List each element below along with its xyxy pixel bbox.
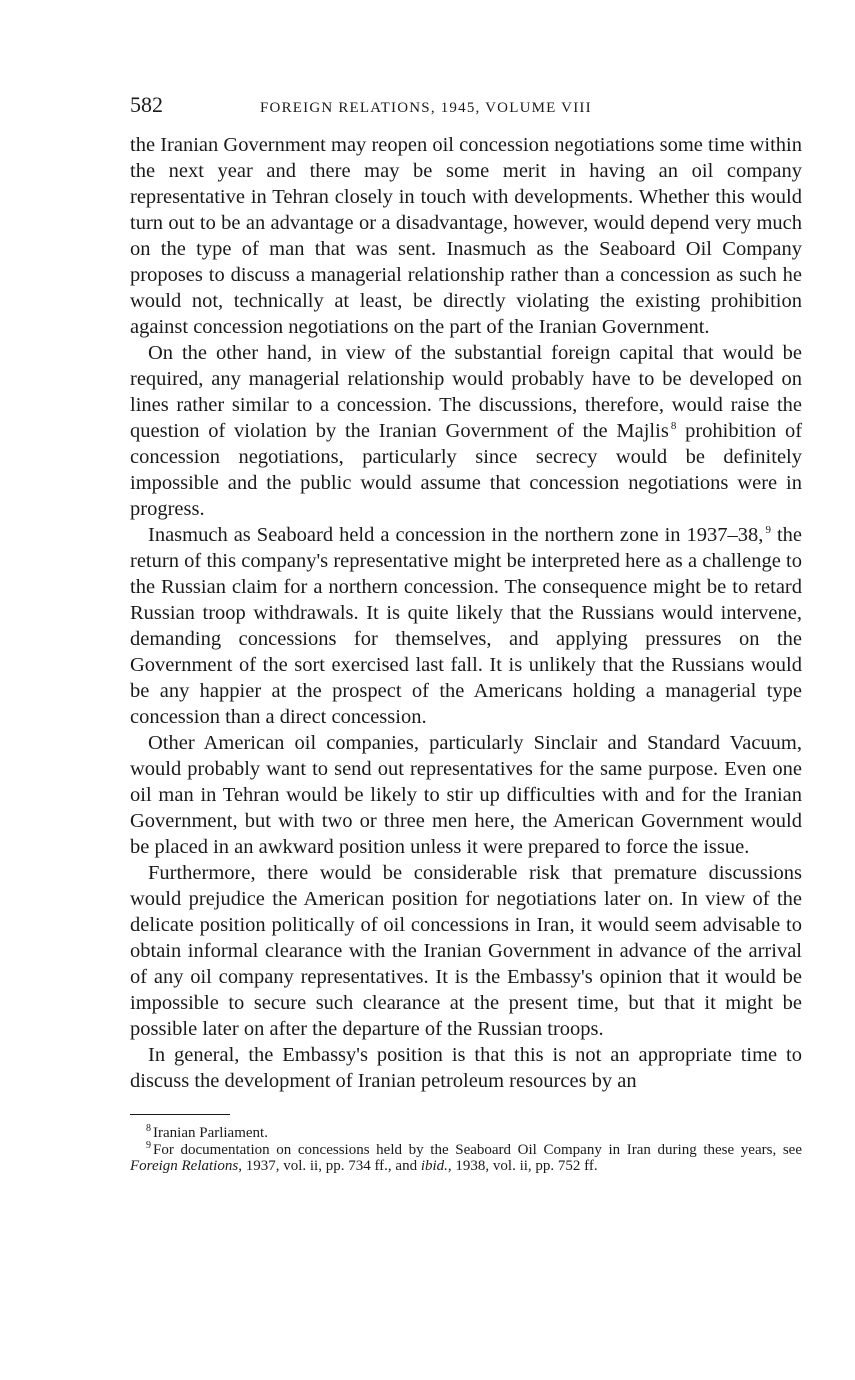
footnote-text: Iranian Parliament. [153,1125,268,1141]
paragraph-text: prohibition of concession negotiations, particularly since secrecy would be definitely impossible and the public would assume that concession negotiations were in progress. [130,420,803,520]
paragraph-6 [130,1042,802,1094]
footnote-8 [130,1125,802,1142]
paragraph-text: the return of this company's representative might be interpreted here as a challenge to the Russian claim for a northern concession. The consequence might be to retard Russian troop withdrawals. It is quite likely that the Russians would intervene, demanding concessions for themselves, and applying pressures on the Government of the sort exercised last fall. It is unlikely that the Russians would be any happier at the prospect of the Americans holding a managerial type concession than a direct concession. [130,524,802,728]
footnote-mark: 8 [146,1123,151,1134]
paragraph-text: Furthermore, there would be considerable risk that premature discussions would prejudice the American position for negotiations later on. In view of the delicate position politically of oil concessions in Iran, it would seem advisable to obtain informal clearance with the Iranian Government in advance of the arrival of any oil company representatives. It is the Embassy's opinion that it would be impossible to secure such clearance at the present time, but that it might be possible later on after the departure of the Russian troops. [130,862,802,1040]
paragraph-2 [130,340,802,522]
citation-title: Foreign Relations [130,1158,239,1174]
running-head: FOREIGN RELATIONS, 1945, VOLUME VIII [260,100,592,116]
paragraph-text: Inasmuch as Seaboard held a concession in the northern zone in 1937–38, [148,524,764,546]
footnote-ref-9[interactable]: 9 [765,524,771,537]
paragraph-4 [130,730,802,860]
body-text [130,132,802,1094]
footnote-9 [130,1139,802,1175]
page-number: 582 [130,92,163,117]
footnote-text: For documentation on concessions held by the Seaboard Oil Company in Iran during these years, see [153,1141,802,1158]
paragraph-text: the Iranian Government may reopen oil concession negotiations some time within the next year and there may be some merit in having an oil company representative in Tehran closely in touch with developments. Whether this would turn out to be an advantage or a disadvantage, however, would depend very much on the type of man that was sent. Inasmuch as the Seaboard Oil Company proposes to discuss a managerial relationship rather than a concession as such he would not, technically at least, be directly violating the existing prohibition against concession negotiations on the part of the Iranian Government. [130,134,802,338]
citation-ibid: ibid. [420,1158,448,1174]
page-header [130,92,802,132]
paragraph-3 [130,522,802,730]
footnotes [130,1125,802,1175]
paragraph-text: Other American oil companies, particularly Sinclair and Standard Vacuum, would probably want to send out representatives for the same purpose. Even one oil man in Tehran would be likely to stir up difficulties with and for the Iranian Government, but with two or three men here, the American Government would be placed in an awkward position unless it were prepared to force the issue. [130,732,802,858]
footnote-text: , 1938, vol. ii, pp. 752 ff. [447,1158,598,1174]
paragraph-text: In general, the Embassy's position is that this is not an appropriate time to discuss the development of Iranian petroleum resources by an [130,1044,802,1092]
footnote-ref-8[interactable]: 8 [670,420,677,433]
paragraph-5 [130,860,802,1042]
document-page [130,92,802,1175]
footnote-mark: 9 [146,1139,151,1151]
paragraph-1 [130,132,802,340]
footnote-divider [130,1114,230,1115]
paragraph-text: On the other hand, in view of the substantial foreign capital that would be required, any managerial relationship would probably have to be developed on lines rather similar to a concession. The discussions, therefore, would raise the question of violation by the Iranian Government of the Majlis [130,342,802,442]
footnote-text: , 1937, vol. ii, pp. 734 ff., and [238,1158,418,1174]
